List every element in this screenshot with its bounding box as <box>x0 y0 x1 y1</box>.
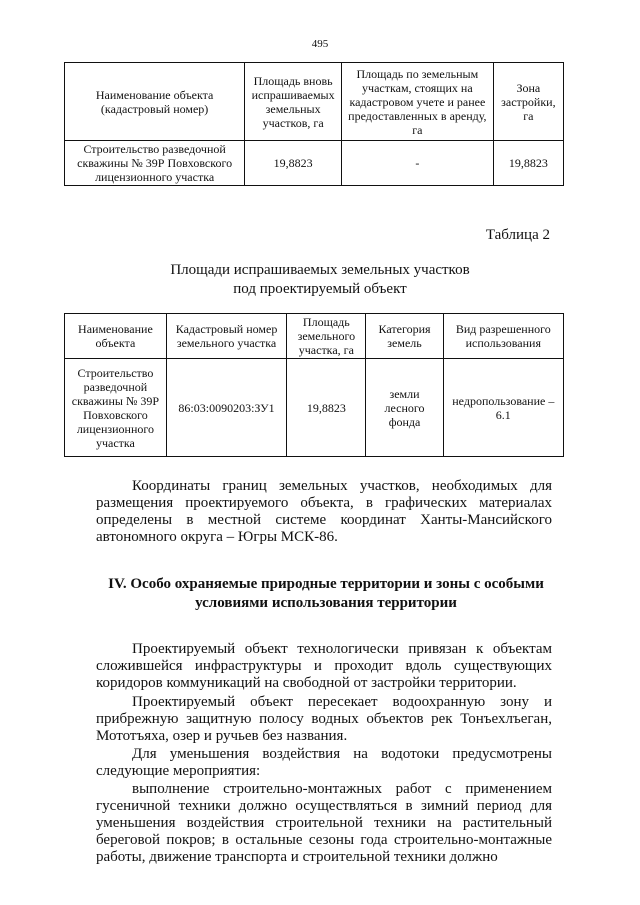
section-heading: IV. Особо охраняемые природные территории и зоны с особыми условиями использования территории <box>108 576 544 611</box>
table-row <box>65 359 564 457</box>
paragraph-coordinates: Координаты границ земельных участков, необходимых для размещения проектируемого объекта, в графических материалах определены в местной системе координат Ханты-Мансийского автономного округа – Югры МСК-86. <box>96 478 552 545</box>
table-label: Таблица 2 <box>485 227 550 243</box>
table-cell: земли лесного фонда <box>366 359 443 457</box>
table-cell: 19,8823 <box>245 141 342 186</box>
table-cell: недропользование – 6.1 <box>443 359 563 457</box>
table-header-cell: Вид разрешенного использования <box>443 314 563 359</box>
paragraph: Проектируемый объект технологически привязан к объектам сложившейся инфраструктуры и проходит вдоль существующих коридоров коммуникаций на свободной от застройки территории. <box>96 641 552 691</box>
table-header-row <box>65 63 564 141</box>
table-header-cell: Площадь земельного участка, га <box>287 314 366 359</box>
table-header-cell: Категория земель <box>366 314 443 359</box>
table-header-cell: Наименование объекта (кадастровый номер) <box>65 63 245 141</box>
table-row <box>65 141 564 186</box>
table-title-line: под проектируемый объект <box>233 281 407 297</box>
table-cell: 19,8823 <box>493 141 563 186</box>
table-header-cell: Площадь вновь испрашиваемых земельных участков, га <box>245 63 342 141</box>
page-number: 495 <box>311 38 329 50</box>
table-header-cell: Кадастровый номер земельного участка <box>166 314 286 359</box>
paragraph: выполнение строительно-монтажных работ с применением гусеничной техники должно осуществляться в зимний период для уменьшения воздействия строительной техники на растительный береговой покров; в остальные сезоны года строительно-монтажные работы, движение транспорта и строительной техники должно <box>96 781 552 865</box>
table-cell: 19,8823 <box>287 359 366 457</box>
table-cell: Строительство разведочной скважины № 39Р Повховского лицензионного участка <box>65 141 245 186</box>
table-title-line: Площади испрашиваемых земельных участков <box>170 262 470 278</box>
table-header-cell: Наименование объекта <box>65 314 167 359</box>
paragraph: Для уменьшения воздействия на водотоки предусмотрены следующие мероприятия: <box>96 746 552 779</box>
requested-plots-table <box>64 313 564 457</box>
table-title <box>0 261 640 299</box>
table-header-cell: Зона застройки, га <box>493 63 563 141</box>
table-cell: 86:03:0090203:ЗУ1 <box>166 359 286 457</box>
table-header-row <box>65 314 564 359</box>
table-cell: - <box>341 141 493 186</box>
paragraph: Проектируемый объект пересекает водоохранную зону и прибрежную защитную полосу водных объектов рек Тонъехлъеган, Мототъяха, озер и ручьев без названия. <box>96 694 552 744</box>
table-header-cell: Площадь по земельным участкам, стоящих на кадастровом учете и ранее предоставленных в аренду, га <box>341 63 493 141</box>
table-cell: Строительство разведочной скважины № 39Р Повховского лицензионного участка <box>65 359 167 457</box>
land-plots-table <box>64 62 564 186</box>
